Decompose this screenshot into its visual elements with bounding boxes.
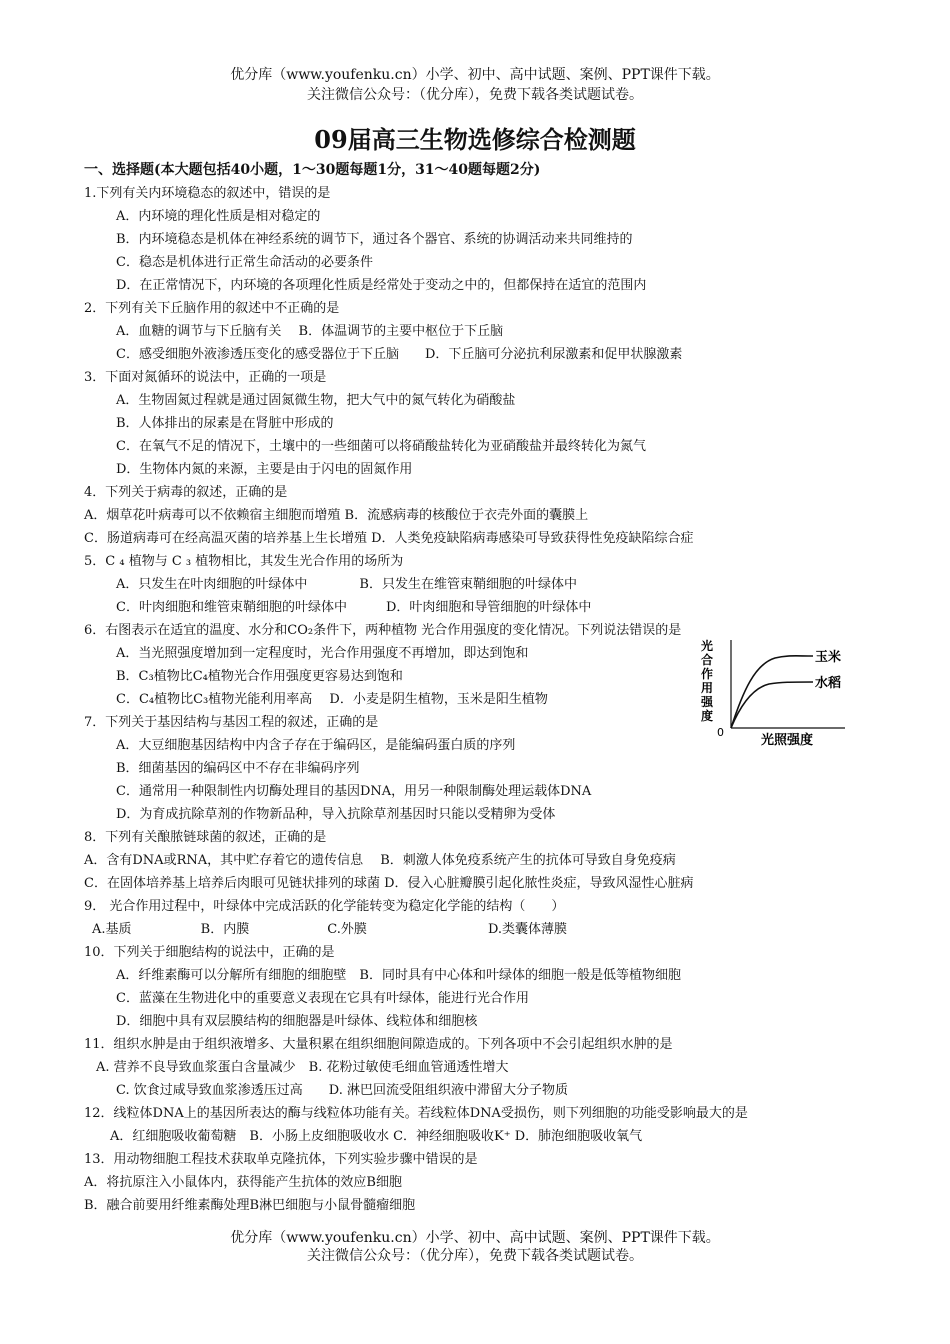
- question-6: 6．右图表示在适宜的温度、水分和CO₂条件下，两种植物 光合作用强度的变化情况。下列说法错误的是: [84, 623, 682, 638]
- option: D．生物体内氮的来源，主要是由于闪电的固氮作用: [116, 462, 413, 477]
- footer-line-1: 优分库（www.youfenku.cn）小学、初中、高中试题、案例、PPT课件下载。: [230, 1230, 720, 1246]
- option: A．将抗原注入小鼠体内，获得能产生抗体的效应B细胞: [84, 1175, 402, 1190]
- question-2: 2．下列有关下丘脑作用的叙述中不正确的是: [84, 301, 340, 316]
- option: C．叶肉细胞和维管束鞘细胞的叶绿体中 D．叶肉细胞和导管细胞的叶绿体中: [116, 600, 592, 615]
- question-8: 8．下列有关酿脓链球菌的叙述，正确的是: [84, 830, 327, 845]
- rice-curve: [731, 682, 813, 728]
- option: A．生物固氮过程就是通过固氮微生物，把大气中的氮气转化为硝酸盐: [116, 393, 516, 408]
- option: A．内环境的理化性质是相对稳定的: [116, 209, 321, 224]
- graph-ylabel-char: 作: [701, 667, 714, 681]
- header-line-2: 关注微信公众号：（优分库），免费下载各类试题试卷。: [307, 87, 643, 103]
- option: A. 营养不良导致血浆蛋白含量减少 B. 花粉过敏使毛细血管通透性增大: [96, 1060, 509, 1075]
- rice-label: 水稻: [815, 676, 842, 691]
- option: C．C₄植物比C₃植物光能利用率高 D．小麦是阴生植物，玉米是阳生植物: [116, 692, 548, 707]
- question-9: 9． 光合作用过程中，叶绿体中完成活跃的化学能转变为稳定化学能的结构（ ）: [84, 899, 565, 914]
- option: C．蓝藻在生物进化中的重要意义表现在它具有叶绿体，能进行光合作用: [116, 991, 529, 1006]
- question-3: 3．下面对氮循环的说法中，正确的一项是: [84, 370, 327, 385]
- option: D．在正常情况下，内环境的各项理化性质是经常处于变动之中的，但都保持在适宜的范围内: [116, 278, 647, 293]
- option: A．大豆细胞基因结构中内含子存在于编码区，是能编码蛋白质的序列: [116, 738, 516, 753]
- option: A．含有DNA或RNA，其中贮存着它的遗传信息 B．刺激人体免疫系统产生的抗体可导致自身免疫病: [84, 853, 676, 868]
- option: D．细胞中具有双层膜结构的细胞器是叶绿体、线粒体和细胞核: [116, 1014, 478, 1029]
- option: B．融合前要用纤维素酶处理B淋巴细胞与小鼠骨髓瘤细胞: [84, 1198, 416, 1213]
- question-10: 10．下列关于细胞结构的说法中，正确的是: [84, 945, 335, 960]
- graph-origin: 0: [717, 726, 724, 739]
- question-13: 13．用动物细胞工程技术获取单克隆抗体，下列实验步骤中错误的是: [84, 1152, 478, 1167]
- option: A．只发生在叶肉细胞的叶绿体中 B．只发生在维管束鞘细胞的叶绿体中: [116, 577, 577, 592]
- section-heading: 一、选择题(本大题包括40小题，1～30题每题1分，31～40题每题2分): [84, 162, 541, 178]
- option: C．肠道病毒可在经高温灭菌的培养基上生长增殖 D．人类免疫缺陷病毒感染可导致获得性免疫缺陷综合症: [84, 531, 694, 546]
- option: C．在固体培养基上培养后肉眼可见链状排列的球菌 D．侵入心脏瓣膜引起化脓性炎症，导致风湿性心脏病: [84, 876, 694, 891]
- graph-ylabel-char: 用: [701, 681, 714, 695]
- question-7: 7．下列关于基因结构与基因工程的叙述，正确的是: [84, 715, 379, 730]
- question-12: 12．线粒体DNA上的基因所表达的酶与线粒体功能有关。若线粒体DNA受损伤，则下列细胞的功能受影响最大的是: [84, 1106, 748, 1121]
- option: C．在氧气不足的情况下，土壤中的一些细菌可以将硝酸盐转化为亚硝酸盐并最终转化为氮气: [116, 439, 646, 454]
- question-5: 5．C ₄ 植物与 C ₃ 植物相比，其发生光合作用的场所为: [84, 554, 404, 569]
- option: C. 饮食过咸导致血浆渗透压过高 D. 淋巴回流受阻组织液中滞留大分子物质: [116, 1083, 568, 1098]
- graph-ylabel-char: 度: [701, 709, 714, 723]
- option: C．稳态是机体进行正常生命活动的必要条件: [116, 255, 373, 270]
- header-line-1: 优分库（www.youfenku.cn）小学、初中、高中试题、案例、PPT课件下载。: [230, 67, 720, 83]
- option: C．通常用一种限制性内切酶处理目的基因DNA，用另一种限制酶处理运载体DNA: [116, 784, 592, 799]
- question-1: 1.下列有关内环境稳态的叙述中，错误的是: [84, 186, 331, 201]
- graph-xlabel: 光照强度: [761, 733, 814, 748]
- graph-ylabel-char: 光: [701, 639, 714, 653]
- question-11: 11．组织水肿是由于组织液增多、大量积累在组织细胞间隙造成的。下列各项中不会引起组织水肿的是: [84, 1037, 673, 1052]
- corn-curve: [731, 656, 813, 728]
- photosynthesis-graph: [695, 636, 855, 754]
- option: B．C₃植物比C₄植物光合作用强度更容易达到饱和: [116, 669, 403, 684]
- page-title: 09届高三生物选修综合检测题: [314, 125, 636, 154]
- option: A．血糖的调节与下丘脑有关 B．体温调节的主要中枢位于下丘脑: [116, 324, 504, 339]
- option: B．人体排出的尿素是在肾脏中形成的: [116, 416, 334, 431]
- question-4: 4．下列关于病毒的叙述，正确的是: [84, 485, 288, 500]
- option: A．纤维素酶可以分解所有细胞的细胞壁 B．同时具有中心体和叶绿体的细胞一般是低等植物细胞: [116, 968, 681, 983]
- option: A．当光照强度增加到一定程度时，光合作用强度不再增加，即达到饱和: [116, 646, 529, 661]
- option: C．感受细胞外液渗透压变化的感受器位于下丘脑 D．下丘脑可分泌抗利尿激素和促甲状腺激素: [116, 347, 683, 362]
- corn-label: 玉米: [815, 650, 842, 665]
- option: B．细菌基因的编码区中不存在非编码序列: [116, 761, 360, 776]
- option: D．为育成抗除草剂的作物新品种，导入抗除草剂基因时只能以受精卵为受体: [116, 807, 556, 822]
- option: A．红细胞吸收葡萄糖 B．小肠上皮细胞吸收水 C．神经细胞吸收K⁺ D．肺泡细胞吸收氧气: [110, 1129, 643, 1144]
- option: A.基质 B．内膜 C.外膜 D.类囊体薄膜: [92, 922, 568, 937]
- footer-line-2: 关注微信公众号：（优分库），免费下载各类试题试卷。: [307, 1248, 643, 1264]
- graph-ylabel-char: 强: [701, 695, 714, 709]
- graph-ylabel-char: 合: [701, 653, 714, 667]
- option: A．烟草花叶病毒可以不依赖宿主细胞而增殖 B．流感病毒的核酸位于衣壳外面的囊膜上: [84, 508, 589, 523]
- option: B．内环境稳态是机体在神经系统的调节下，通过各个器官、系统的协调活动来共同维持的: [116, 232, 633, 247]
